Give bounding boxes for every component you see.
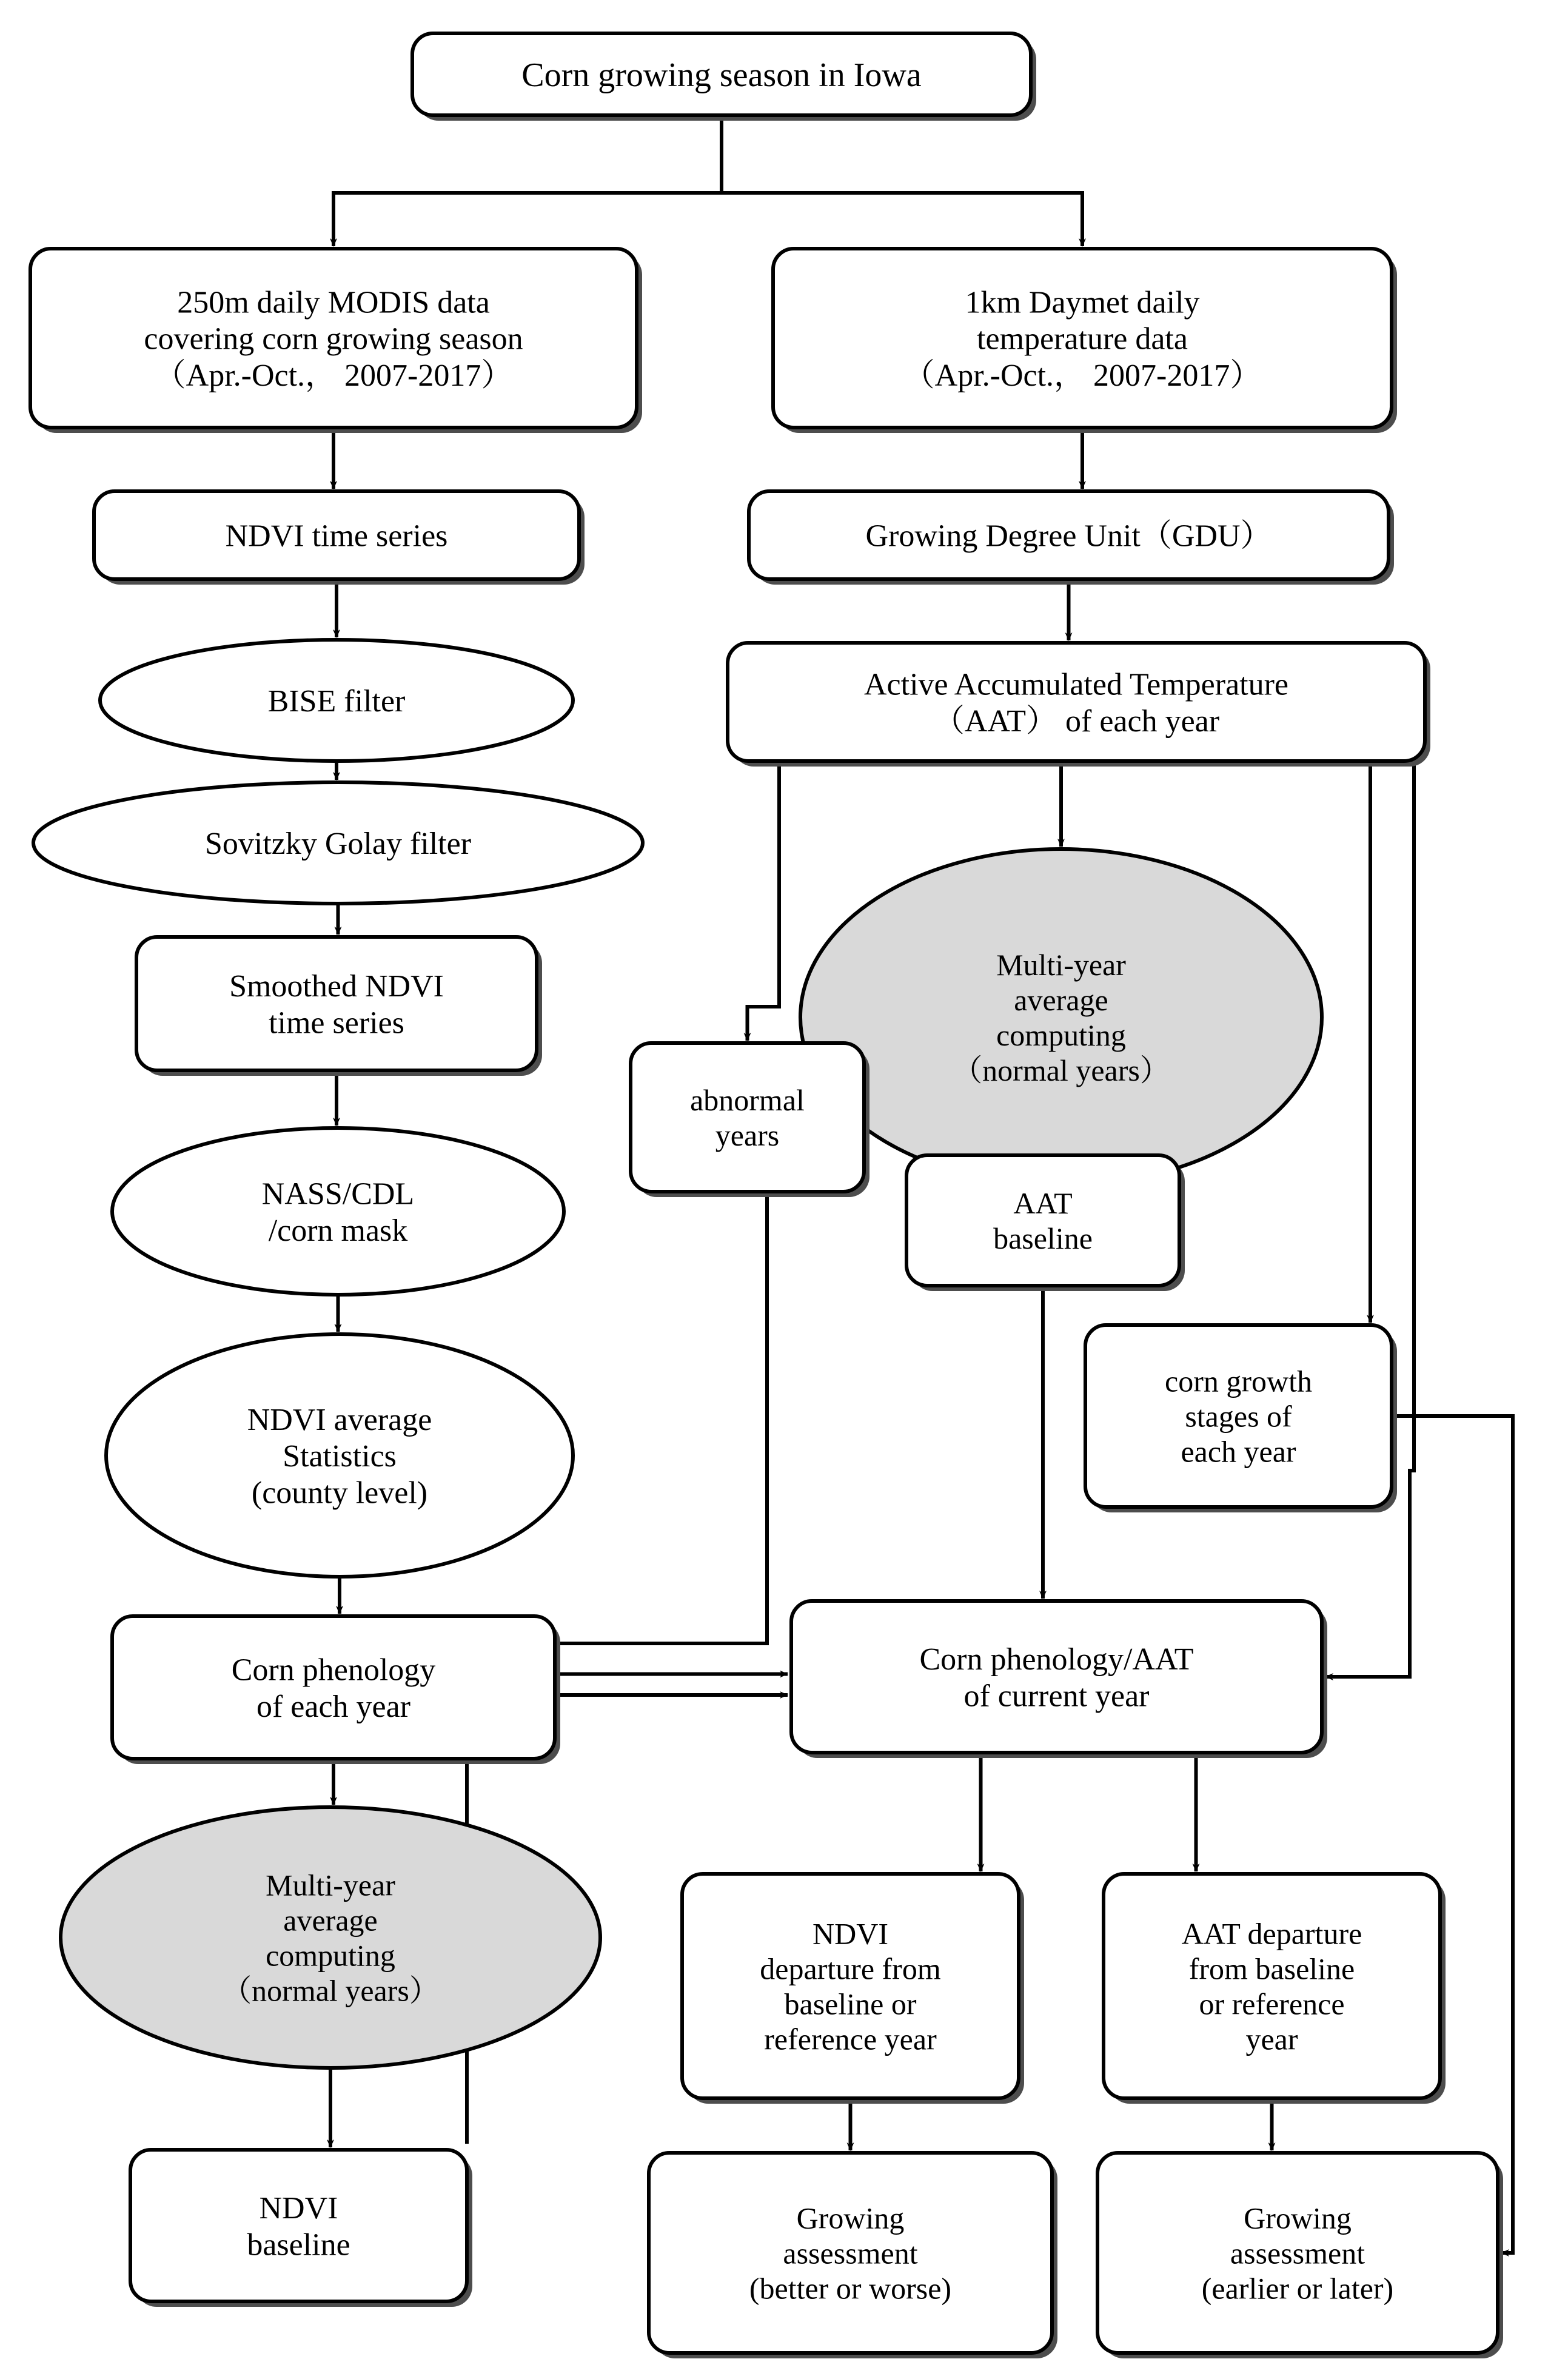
node-shape [906, 1155, 1179, 1286]
node-label: NDVI baseline [247, 2191, 350, 2263]
node-label: Multi-year average computing （normal years） [221, 1868, 440, 2008]
node-phen_current[interactable] [791, 1601, 1327, 1758]
node-smoothed[interactable] [136, 937, 542, 1076]
node-aat_baseline[interactable] [906, 1155, 1185, 1291]
node-label: 1km Daymet daily temperature data （Apr.-Oct.， 2007-2017） [903, 285, 1262, 394]
node-assess_better[interactable] [649, 2153, 1057, 2358]
node-root[interactable] [412, 33, 1036, 121]
node-multi_ndvi[interactable] [61, 1807, 600, 2068]
node-growth_stages[interactable] [1085, 1325, 1397, 1512]
node-shape [1104, 1874, 1440, 2098]
node-label: NASS/CDL /corn mask [261, 1176, 415, 1248]
node-shape [61, 1807, 600, 2068]
node-ndvi_baseline[interactable] [130, 2150, 472, 2307]
node-ndvi_avg[interactable] [106, 1334, 573, 1577]
node-ndvi_ts[interactable] [94, 491, 585, 585]
node-label: AAT baseline [993, 1186, 1093, 1255]
node-label: NDVI time series [225, 518, 448, 554]
node-bise[interactable] [100, 640, 573, 761]
node-label: AAT departure from baseline or reference year [1181, 1916, 1362, 2056]
node-aat[interactable] [728, 643, 1430, 767]
node-label: abnormal years [690, 1083, 805, 1152]
node-shape [800, 849, 1322, 1186]
node-gdu[interactable] [749, 491, 1394, 585]
edge-root-to-modis [333, 115, 722, 246]
node-abnormal[interactable] [631, 1043, 869, 1197]
node-nass[interactable] [112, 1128, 564, 1295]
node-label: Smoothed NDVI time series [229, 969, 444, 1041]
node-shape [631, 1043, 864, 1192]
edge-phen-each-to-abnormal [555, 1192, 767, 1643]
node-label: Corn phenology of each year [231, 1653, 436, 1724]
node-phen_each[interactable] [112, 1616, 560, 1764]
node-daymet[interactable] [773, 249, 1397, 433]
node-label: Multi-year average computing （normal years） [952, 948, 1170, 1087]
node-label: Sovitzky Golay filter [204, 827, 472, 862]
node-multi_aat[interactable] [800, 849, 1322, 1186]
node-sg[interactable] [33, 782, 643, 904]
node-label: BISE filter [267, 684, 406, 719]
node-layer [30, 33, 1503, 2358]
node-label: 250m daily MODIS data covering corn growing season （Apr.-Oct.， 2007-2017） [144, 285, 523, 394]
node-label: corn growth stages of each year [1165, 1364, 1312, 1469]
node-label: Growing assessment (earlier or later) [1201, 2201, 1394, 2306]
node-label: NDVI average Statistics (county level) [247, 1402, 432, 1511]
node-label: Growing Degree Unit（GDU） [865, 518, 1272, 554]
node-label: NDVI departure from baseline or reference year [760, 1916, 941, 2056]
node-ndvi_departure[interactable] [682, 1874, 1024, 2104]
node-label: Active Accumulated Temperature （AAT） of each year [864, 667, 1288, 739]
node-assess_earlier[interactable] [1097, 2153, 1503, 2358]
node-modis[interactable] [30, 249, 642, 433]
node-shape [682, 1874, 1019, 2098]
node-label: Growing assessment (better or worse) [749, 2201, 952, 2306]
node-label: Corn phenology/AAT of current year [919, 1642, 1194, 1714]
node-aat_departure[interactable] [1104, 1874, 1446, 2104]
edge-root-to-daymet [722, 193, 1082, 246]
node-label: Corn growing season in Iowa [521, 56, 922, 95]
edge-aat-to-abnormal [748, 761, 780, 1041]
